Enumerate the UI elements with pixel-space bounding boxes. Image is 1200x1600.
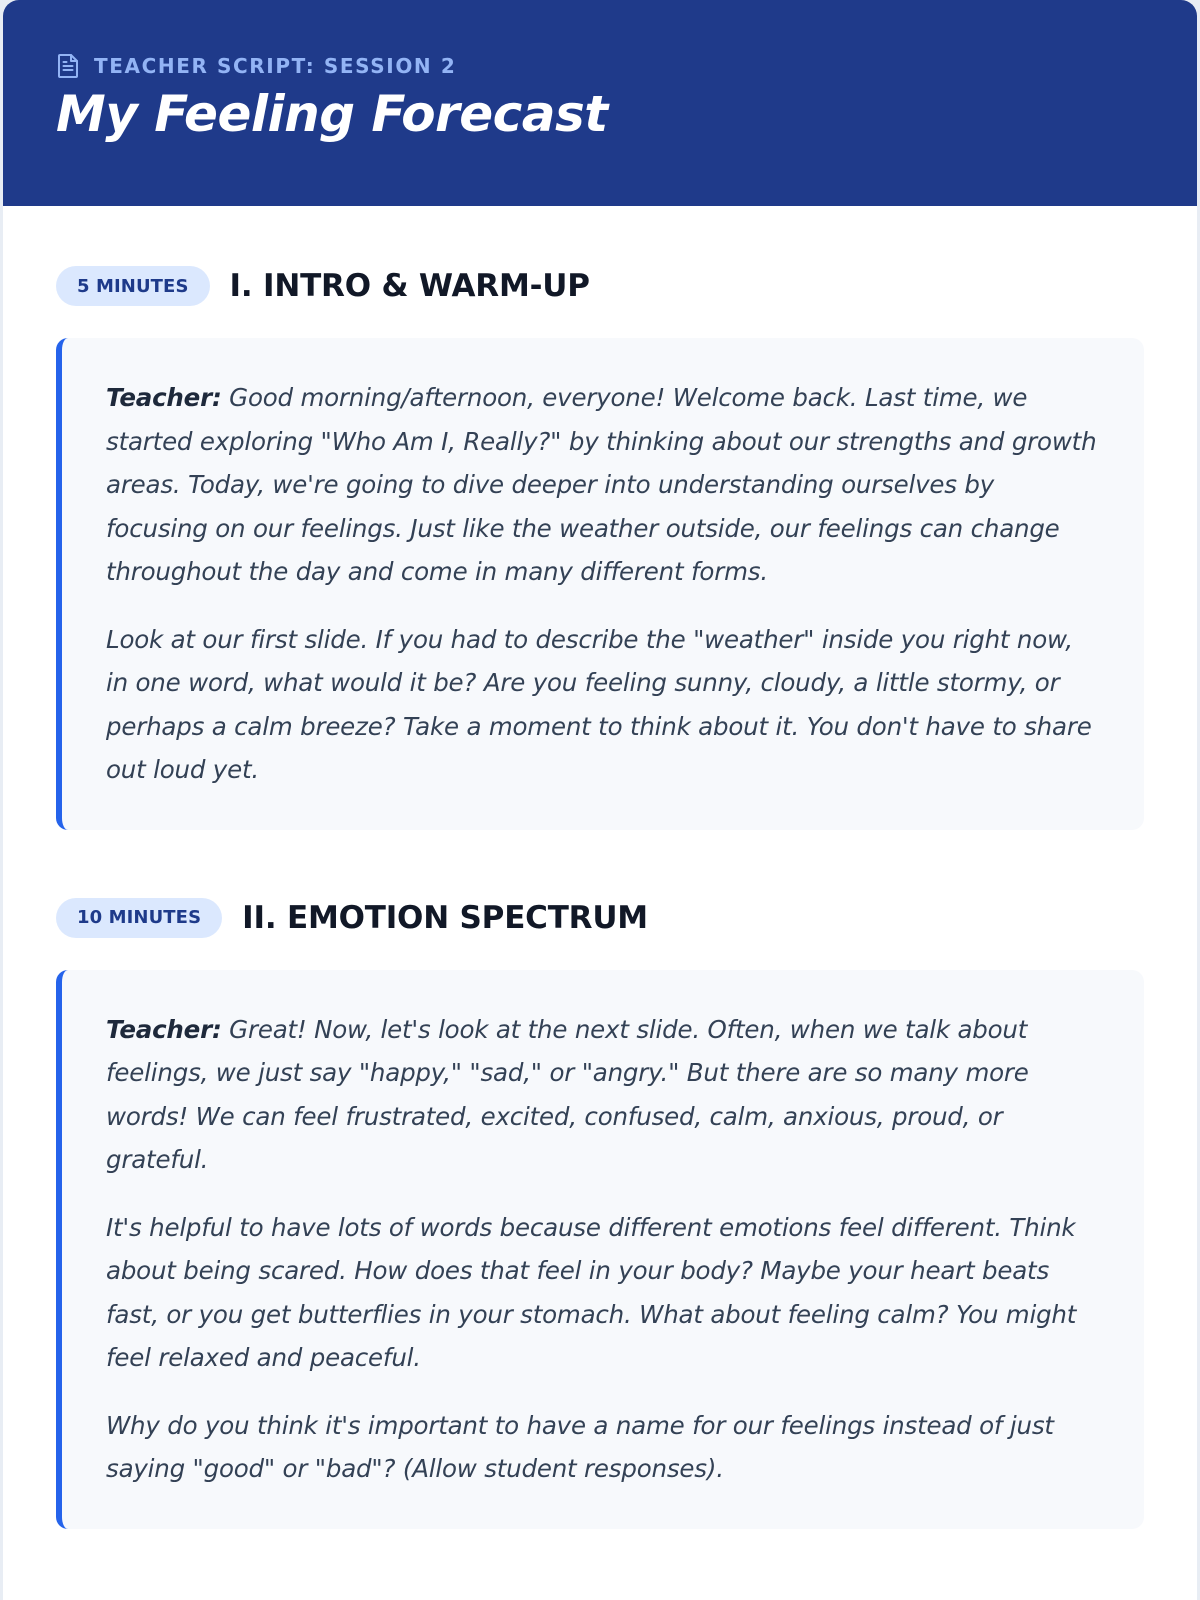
script-paragraph bbox=[106, 1008, 1100, 1182]
duration-badge: 5 MINUTES bbox=[56, 266, 210, 306]
duration-badge: 10 MINUTES bbox=[56, 898, 222, 938]
script-paragraph: Why do you think it's important to have a name for our feelings instead of just saying "good" or "bad"? (Allow student responses). bbox=[106, 1410, 1054, 1483]
section-header bbox=[56, 896, 1144, 940]
section-title: I. INTRO & WARM-UP bbox=[229, 268, 590, 304]
script-box bbox=[56, 970, 1144, 1529]
section-header bbox=[56, 264, 1144, 308]
speaker-label: Teacher: bbox=[106, 383, 222, 412]
script-box bbox=[56, 338, 1144, 830]
session-eyebrow: TEACHER SCRIPT: SESSION 2 bbox=[94, 54, 457, 78]
session-label bbox=[56, 52, 1197, 80]
page-header bbox=[3, 0, 1197, 206]
document-icon bbox=[56, 53, 80, 79]
speaker-label: Teacher: bbox=[106, 1014, 222, 1044]
paragraph-text: Great! Now, let's look at the next slide. Often, when we talk about feelings, we just say "happy," "sad," or "angry." But there are so many more words! We can feel frustrated, excited, confused, calm, anxious, proud, or grateful. bbox=[106, 1014, 1029, 1174]
section-emotion-spectrum bbox=[56, 896, 1144, 1529]
script-page bbox=[3, 0, 1197, 1600]
section-title: II. EMOTION SPECTRUM bbox=[242, 899, 648, 936]
script-paragraph: Look at our first slide. If you had to describe the "weather" inside you right now, in one word, what would it be? Are you feeling sunny, cloudy, a little stormy, or perhaps a calm breeze? Take a moment to think about it. You don't have to share out loud yet. bbox=[106, 624, 1092, 784]
section-intro bbox=[56, 264, 1144, 830]
script-content bbox=[3, 206, 1197, 1529]
script-paragraph: It's helpful to have lots of words because different emotions feel different. Think about being scared. How does that feel in your body? Maybe your heart beats fast, or you get butterflies in your stomach. What about feeling calm? You might feel relaxed and peaceful. bbox=[106, 1212, 1077, 1372]
page-title: My Feeling Forecast bbox=[56, 85, 608, 143]
script-paragraph bbox=[106, 376, 1100, 594]
paragraph-text: Good morning/afternoon, everyone! Welcome back. Last time, we started exploring "Who Am I, Really?" by thinking about our strengths and growth areas. Today, we're going to dive deeper into understanding ourselves by focusing on our feelings. Just like the weather outside, our feelings can change throughout the day and come in many different forms. bbox=[106, 383, 1097, 586]
